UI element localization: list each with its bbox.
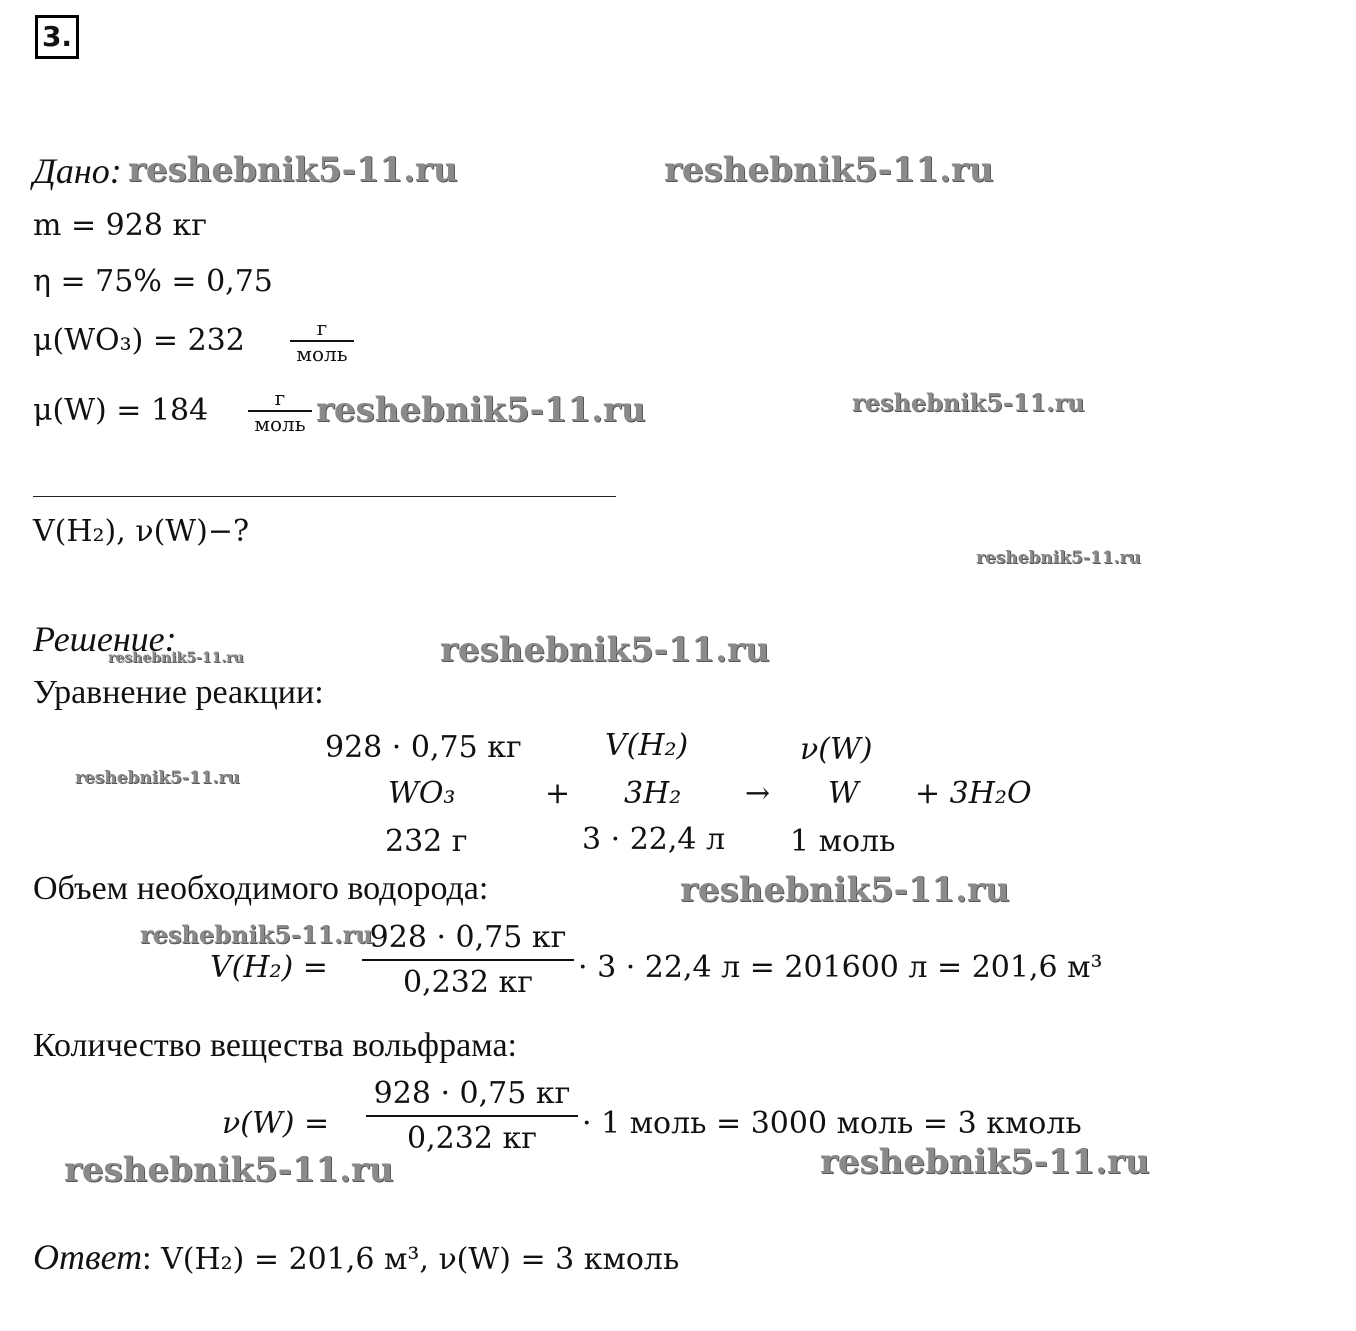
unit-denominator: моль (254, 412, 306, 436)
reaction-bottom-mass: 232 г (385, 824, 468, 859)
answer-label: Ответ (33, 1237, 143, 1277)
solution-label-colon: : (164, 619, 177, 659)
amount-rhs: · 1 моль = 3000 моль = 3 кмоль (582, 1106, 1082, 1141)
amount-title: Количество вещества вольфрама: (33, 1027, 518, 1064)
watermark: reshebnik5-11.ru (852, 388, 1085, 417)
reaction-top-amount: ν(W) (800, 732, 873, 767)
answer-text: V(H₂) = 201,6 м³, ν(W) = 3 кмоль (151, 1242, 680, 1277)
volume-title: Объем необходимого водорода: (33, 870, 489, 907)
reaction-wo3: WO₃ (388, 776, 456, 811)
reaction-w: W (828, 776, 859, 811)
solution-label-text: Решение (33, 619, 165, 659)
volume-numerator: 928 · 0,75 кг (369, 920, 567, 955)
given-molar-mass-w: μ(W) = 184 (33, 393, 209, 428)
watermark: reshebnik5-11.ru (664, 150, 994, 190)
amount-denominator: 0,232 кг (407, 1121, 537, 1156)
amount-lhs: ν(W) = (222, 1106, 330, 1141)
problem-number: 3. (35, 15, 79, 59)
watermark: reshebnik5-11.ru (820, 1142, 1150, 1182)
fraction-bar (366, 1115, 578, 1117)
watermark: reshebnik5-11.ru (64, 1150, 394, 1190)
watermark: reshebnik5-11.ru (128, 150, 458, 190)
answer-line (33, 1236, 679, 1278)
volume-rhs: · 3 · 22,4 л = 201600 л = 201,6 м³ (578, 950, 1103, 985)
reaction-bottom-amount: 1 моль (790, 824, 896, 859)
watermark: reshebnik5-11.ru (75, 768, 240, 788)
answer-colon: : (142, 1240, 152, 1277)
unit-fraction-wo3 (290, 316, 354, 366)
reaction-top-volume: V(H₂) (605, 728, 689, 763)
reaction-3h2o: + 3H₂O (915, 776, 1032, 811)
reaction-bottom-volume: 3 · 22,4 л (582, 822, 726, 857)
reaction-arrow: → (745, 776, 771, 811)
find-line: V(H₂), ν(W)−? (33, 514, 250, 549)
unit-fraction-w (248, 386, 312, 436)
reaction-top-mass: 928 · 0,75 кг (325, 730, 522, 765)
amount-numerator: 928 · 0,75 кг (373, 1076, 571, 1111)
reaction-3h2: 3H₂ (624, 776, 682, 811)
volume-fraction (362, 920, 574, 1000)
watermark: reshebnik5-11.ru (680, 870, 1010, 910)
given-mass: m = 928 кг (33, 208, 207, 243)
fraction-bar (362, 959, 574, 961)
watermark: reshebnik5-11.ru (140, 920, 373, 949)
reaction-title: Уравнение реакции: (33, 674, 324, 711)
reaction-plus: + (545, 776, 571, 811)
watermark: reshebnik5-11.ru (108, 650, 244, 666)
given-label (33, 150, 122, 192)
amount-fraction (366, 1076, 578, 1156)
given-label-text: Дано (33, 151, 110, 191)
watermark: reshebnik5-11.ru (316, 390, 646, 430)
given-molar-mass-wo3: μ(WO₃) = 232 (33, 323, 245, 358)
volume-lhs: V(H₂) = (210, 950, 328, 985)
unit-numerator: г (316, 316, 328, 340)
unit-denominator: моль (296, 342, 348, 366)
given-yield: η = 75% = 0,75 (33, 264, 273, 299)
watermark: reshebnik5-11.ru (976, 548, 1141, 568)
watermark: reshebnik5-11.ru (440, 630, 770, 670)
volume-denominator: 0,232 кг (403, 965, 533, 1000)
given-label-colon: : (109, 151, 122, 191)
unit-numerator: г (274, 386, 286, 410)
given-divider (33, 496, 616, 497)
